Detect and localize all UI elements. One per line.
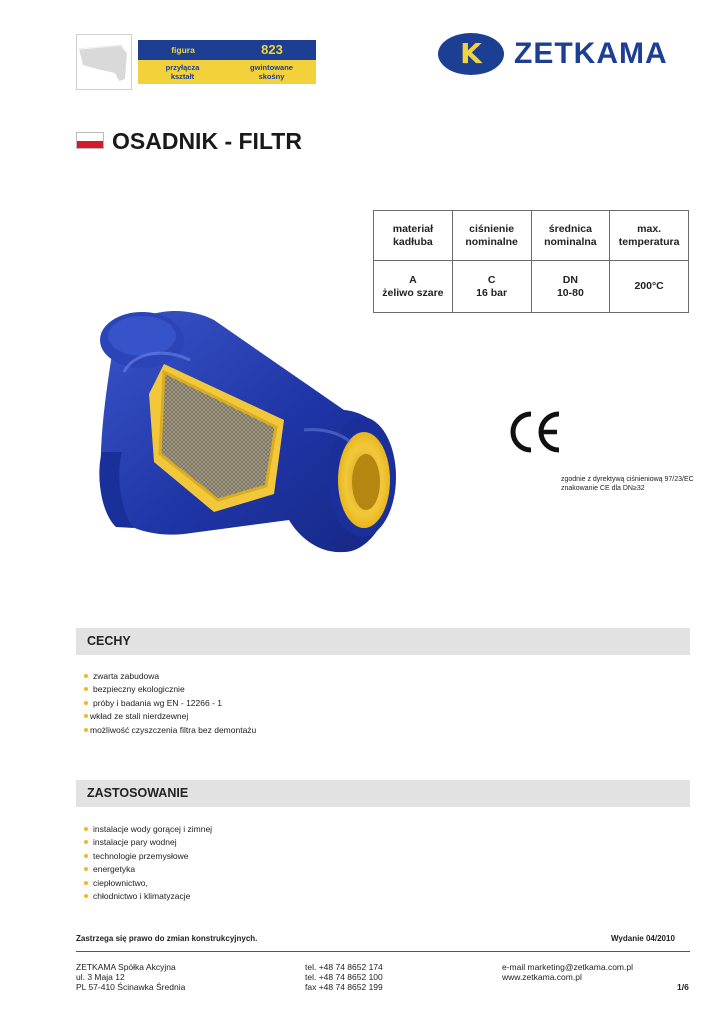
spec-value-text: DN — [562, 273, 578, 286]
spec-value-text: żeliwo szare — [382, 286, 444, 299]
phone-line: tel. +48 74 8652 174 — [305, 962, 383, 972]
footer-divider — [76, 951, 690, 952]
phone-line: tel. +48 74 8652 100 — [305, 972, 383, 982]
list-item-text: zwarta zabudowa — [93, 670, 160, 681]
bullet-icon — [84, 854, 88, 858]
logo-brand-name: ZETKAMA — [514, 37, 668, 70]
list-item — [84, 849, 212, 863]
list-item — [84, 836, 212, 850]
spec-header-text: średnica — [548, 222, 592, 235]
list-item-text: możliwość czyszczenia filtra bez demontażu — [90, 724, 257, 735]
connection-value — [227, 60, 316, 84]
spec-value-text: A — [409, 273, 417, 286]
spec-value-text: 200°C — [634, 280, 664, 292]
list-item-text: instalacje wody gorącej i zimnej — [93, 823, 213, 834]
list-item — [84, 890, 212, 904]
bullet-icon — [84, 701, 88, 705]
email-link[interactable]: e-mail marketing@zetkama.com.pl — [502, 962, 633, 972]
spec-value-text: C — [487, 273, 496, 286]
bullet-icon — [84, 881, 88, 885]
page-number: 1/6 — [677, 982, 689, 992]
list-item-text: ciepłownictwo, — [93, 877, 148, 888]
footer-web — [502, 962, 633, 982]
spec-value-pressure — [453, 261, 532, 312]
spec-header-row — [374, 211, 688, 261]
logo-mark-icon — [438, 33, 504, 75]
svg-text:.: . — [503, 408, 504, 412]
spec-header-temperature — [610, 211, 688, 260]
list-item — [84, 822, 212, 836]
spec-header-text: ciśnienie — [469, 222, 515, 235]
footer-address — [76, 962, 185, 992]
spec-header-material — [374, 211, 453, 260]
connection-label — [138, 60, 227, 84]
footer-phones — [305, 962, 383, 992]
spec-value-temperature — [610, 261, 688, 312]
list-item-text: energetyka — [93, 864, 136, 875]
connection-label-line1: przyłącza — [165, 63, 200, 72]
cechy-section-header — [76, 628, 690, 655]
figure-info-box — [138, 40, 316, 84]
bullet-icon — [84, 827, 88, 831]
list-item-text: próby i badania wg EN - 12266 - 1 — [93, 697, 222, 708]
zastosowanie-heading: ZASTOSOWANIE — [87, 786, 189, 800]
page-title: OSADNIK - FILTR — [112, 128, 302, 154]
list-item-text: wkład ze stali nierdzewnej — [90, 711, 189, 722]
list-item — [84, 696, 256, 710]
figure-number: 823 — [261, 42, 283, 57]
spec-header-text: nominalne — [465, 235, 518, 248]
spec-header-text: max. — [637, 222, 662, 235]
cechy-heading: CECHY — [87, 634, 131, 648]
strainer-product-image — [94, 302, 414, 560]
fax-line: fax +48 74 8652 199 — [305, 982, 383, 992]
spec-header-diameter — [532, 211, 611, 260]
ce-note-line2: znakowanie CE dla DN≥32 — [561, 485, 645, 492]
list-item-text: bezpieczny ekologicznie — [93, 684, 185, 695]
list-item-text: technologie przemysłowe — [93, 850, 189, 861]
ce-mark-icon — [503, 408, 565, 456]
bullet-icon — [84, 687, 88, 691]
spec-value-text: 16 bar — [476, 286, 508, 299]
address-line: ul. 3 Maja 12 — [76, 972, 125, 982]
zastosowanie-section-header — [76, 780, 690, 807]
bullet-icon — [84, 674, 88, 678]
figure-thumbnail — [76, 34, 132, 90]
polish-flag-icon — [76, 132, 104, 149]
address-line: ZETKAMA Spółka Akcyjna — [76, 962, 176, 972]
spec-header-text: nominalna — [544, 235, 597, 248]
bullet-icon — [84, 894, 88, 898]
spec-header-pressure — [453, 211, 532, 260]
disclaimer-text: Zastrzega się prawo do zmian konstrukcyjnych. — [76, 934, 258, 943]
ce-compliance-note — [561, 475, 694, 493]
spec-header-text: temperatura — [618, 235, 680, 248]
spec-value-diameter — [532, 261, 611, 312]
list-item-text: chłodnictwo i klimatyzacje — [93, 891, 191, 902]
logo-letter: K — [460, 37, 482, 70]
spec-value-text: 10-80 — [556, 286, 584, 299]
list-item — [84, 683, 256, 697]
zastosowanie-list — [84, 822, 212, 903]
connection-value-line2: skośny — [258, 72, 285, 81]
list-item-text: instalacje pary wodnej — [93, 837, 177, 848]
figure-label: figura — [171, 45, 195, 55]
edition-text: Wydanie 04/2010 — [611, 934, 675, 943]
list-item — [84, 863, 212, 877]
connection-value-line1: gwintowane — [250, 63, 293, 72]
list-item — [84, 669, 256, 683]
ce-note-line1: zgodnie z dyrektywą ciśnieniową 97/23/EC — [561, 476, 694, 483]
zetkama-logo — [438, 33, 668, 75]
list-item — [84, 876, 212, 890]
address-line: PL 57-410 Ścinawka Średnia — [76, 982, 186, 992]
bullet-icon — [84, 867, 88, 871]
list-item — [84, 723, 256, 737]
bullet-icon — [84, 728, 88, 732]
list-item — [84, 710, 256, 724]
bullet-icon — [84, 840, 88, 844]
connection-label-line2: kształt — [170, 72, 195, 81]
valve-silhouette-icon — [77, 35, 131, 89]
spec-header-text: materiał — [392, 222, 434, 235]
bullet-icon — [84, 714, 88, 718]
cechy-list — [84, 669, 256, 737]
spec-value-row — [374, 261, 688, 312]
website-link[interactable]: www.zetkama.com.pl — [502, 972, 582, 982]
spec-table — [373, 210, 689, 313]
spec-header-text: kadłuba — [393, 235, 433, 248]
